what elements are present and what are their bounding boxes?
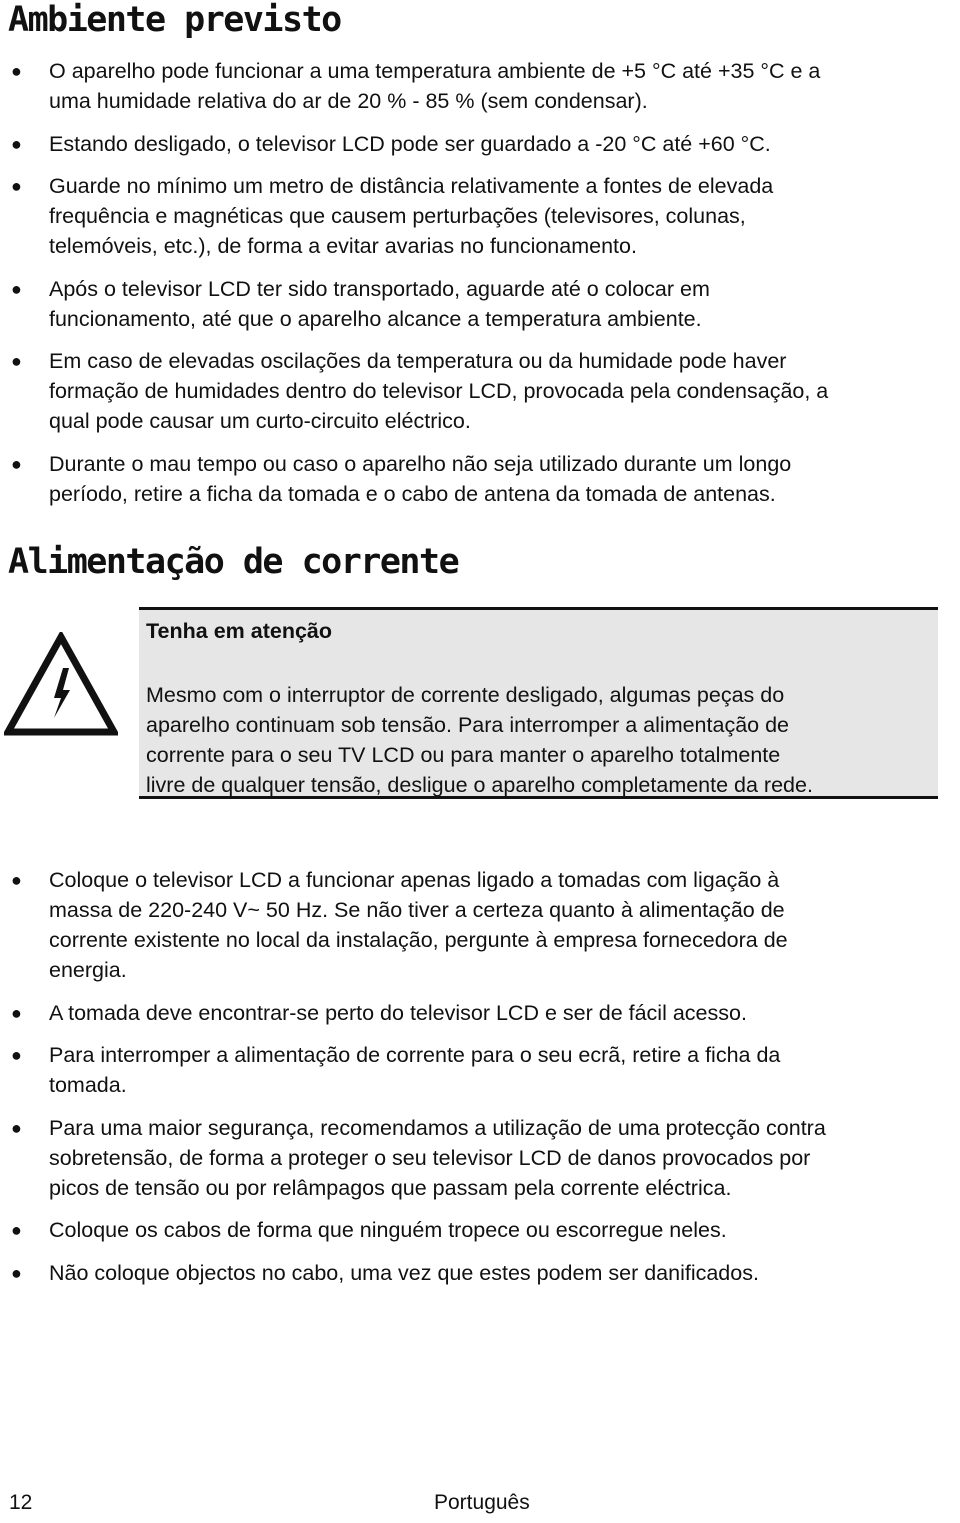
warning-line: corrente para o seu TV LCD ou para manter o aparelho totalmente [146,743,781,767]
alimentacao-list [0,865,960,1300]
bullet-icon: ● [11,1045,22,1065]
warning-line: aparelho continuam sob tensão. Para interromper a alimentação de [146,713,789,737]
bullet-icon: ● [11,453,22,474]
list-item-line: uma humidade relativa do ar de 20 % - 85 % (sem condensar). [49,89,648,113]
bullet-icon: ● [11,1220,22,1240]
warning-line: livre de qualquer tensão, desligue o aparelho completamente da rede. [146,773,813,797]
list-item-line: Coloque os cabos de forma que ninguém tropece ou escorregue neles. [49,1218,727,1242]
list-item-line: Guarde no mínimo um metro de distância relativamente a fontes de elevada [49,174,774,198]
list-item [0,449,960,509]
bullet-icon: ● [11,1117,22,1138]
list-item-line: A tomada deve encontrar-se perto do televisor LCD e ser de fácil acesso. [49,1000,747,1025]
list-item-line: Para uma maior segurança, recomendamos a utilização de uma protecção contra [49,1115,826,1140]
list-item-line: formação de humidades dentro do televisor LCD, provocada pela condensação, a [49,379,829,403]
list-item-line: O aparelho pode funcionar a uma temperatura ambiente de +5 °C até +35 °C e a [49,59,821,83]
warning-box [139,607,938,799]
list-item-line: telemóveis, etc.), de forma a evitar avarias no funcionamento. [49,234,637,258]
list-item [0,865,960,985]
list-item-line: corrente existente no local da instalação, pergunte à empresa fornecedora de [49,928,788,952]
list-item-line: Coloque o televisor LCD a funcionar apenas ligado a tomadas com ligação à [49,868,780,892]
list-item-line: picos de tensão ou por relâmpagos que passam pela corrente eléctrica. [49,1175,732,1200]
list-item [0,1258,960,1288]
bullet-icon: ● [11,176,22,196]
list-item-line: sobretensão, de forma a proteger o seu televisor LCD de danos provocados por [49,1145,811,1170]
footer-language: Português [434,1491,530,1514]
list-item [0,129,960,159]
bullet-icon: ● [11,1262,22,1283]
list-item [0,1113,960,1203]
ambiente-list [0,56,960,521]
list-item-line: Em caso de elevadas oscilações da temperatura ou da humidade pode haver [49,349,787,373]
warning-text [146,680,813,800]
section-title-ambiente: Ambiente previsto [8,0,341,40]
section-title-alimentacao: Alimentação de corrente [8,542,459,582]
page-number: 12 [9,1491,33,1514]
warning-title: Tenha em atenção [146,619,332,643]
list-item [0,1040,960,1100]
bullet-icon: ● [11,278,22,299]
list-item-line: energia. [49,958,127,982]
warning-line: Mesmo com o interruptor de corrente desligado, algumas peças do [146,683,785,707]
list-item-line: massa de 220-240 V~ 50 Hz. Se não tiver a certeza quanto à alimentação de [49,898,785,922]
list-item-line: Durante o mau tempo ou caso o aparelho não seja utilizado durante um longo [49,451,792,476]
list-item-line: qual pode causar um curto-circuito eléctrico. [49,409,471,433]
bullet-icon: ● [11,351,22,371]
list-item [0,998,960,1028]
list-item-line: Não coloque objectos no cabo, uma vez que estes podem ser danificados. [49,1260,759,1285]
list-item [0,346,960,436]
list-item [0,56,960,116]
list-item-line: frequência e magnéticas que causem perturbações (televisores, colunas, [49,204,746,228]
bullet-icon: ● [11,870,22,890]
list-item-line: Após o televisor LCD ter sido transportado, aguarde até o colocar em [49,276,710,301]
bullet-icon: ● [11,61,22,81]
list-item-line: período, retire a ficha da tomada e o cabo de antena da tomada de antenas. [49,481,776,506]
list-item-line: funcionamento, até que o aparelho alcance a temperatura ambiente. [49,306,702,331]
list-item [0,1215,960,1245]
list-item-line: Para interromper a alimentação de corrente para o seu ecrã, retire a ficha da [49,1043,781,1067]
list-item [0,171,960,261]
electrical-hazard-icon [4,632,118,736]
list-item-line: tomada. [49,1073,127,1097]
list-item-line: Estando desligado, o televisor LCD pode ser guardado a -20 °C até +60 °C. [49,131,771,156]
bullet-icon: ● [11,1002,22,1023]
bullet-icon: ● [11,133,22,154]
list-item [0,274,960,334]
